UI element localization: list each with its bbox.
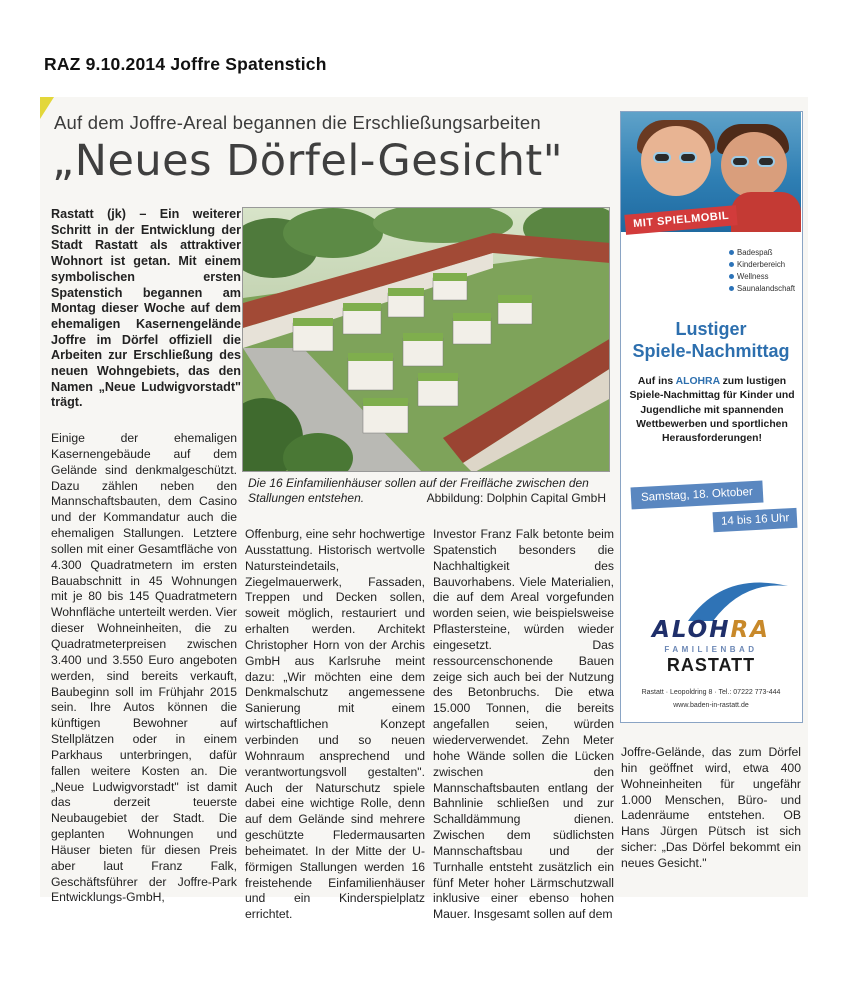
corner-marker	[40, 97, 54, 119]
caption-text: Die 16 Einfamilienhäuser sollen auf der Freifläche zwischen den Stallungen entstehen.	[248, 476, 589, 505]
feature-item: Kinderbereich	[729, 259, 795, 271]
feature-item: Badespaß	[729, 247, 795, 259]
logo-subtitle: FAMILIENBAD	[664, 645, 758, 654]
article-column-3: Investor Franz Falk betonte beim Spatenstich besonders die Nachhaltigkeit des Bauvorhabens. Viele Materialien, die auf dem Areal vorgefunden worden seien, wie beispielsweise Pflastersteine, würden wieder eingesetzt. Das ressourcenschonende Bauen zeige sich auch bei der Nutzung des Betonbruchs. Die etwa 15.000 Tonnen, die bereits angefallen seien, würden wiederverwendet. Zehn Meter hohe Wände sollen die Lücken zwischen den Mannschaftsbauten entlang der Bahnlinie schließen und zur Schalldämmung dienen. Zwischen dem südlichsten Mannschaftsbau und der Turnhalle entsteht zusätzlich ein fünf Meter hoher Lärmschutzwall inklusive einer ebenso hohen Mauer. Insgesamt sollen auf dem	[433, 527, 614, 922]
event-time: 14 bis 16 Uhr	[713, 508, 798, 532]
article-column-1: Einige der ehemaligen Kasernengebäude auf dem Gelände sind denkmalgeschützt. Dazu zählen neben den Mannschaftsbauten, dem Casino und der Kommandatur auch die ehemaligen Stallungen. Letztere sollen mit einer Gesamtfläche von 4.300 Quadratmetern im ersten Bauabschnitt in 45 Wohnungen mit je 80 bis 145 Quadratmetern Wohnfläche unterteilt werden. Vier dieser Wohneinheiten, die zu Quadratmeterpreisen zwischen 3.400 und 3.550 Euro angeboten werden, sind bereits verkauft, Baubeginn soll im Frühjahr 2015 sein. Ihre Autos können die künftigen Bewohner auf Stellplätzen oder in einem Parkhaus unterbringen, dafür fallen weitere Kosten an. Die „Neue Ludwigvorstadt" ist damit das derzeit teuerste Neubaugebiet der Stadt. Die geplanten Wohnungen und Häuser bieten für diesen Preis aber laut Franz Falk, Geschäftsführer der Joffre-Park Entwicklungs-GmbH,	[51, 431, 237, 905]
article-kicker: Auf dem Joffre-Areal begannen die Erschließungsarbeiten	[54, 112, 541, 133]
page-header: RAZ 9.10.2014 Joffre Spatenstich	[44, 54, 327, 74]
feature-item: Saunalandschaft	[729, 283, 795, 295]
event-date: Samstag, 18. Oktober	[631, 481, 764, 510]
ad-title: Lustiger Spiele-Nachmittag	[632, 319, 790, 361]
alohra-logo: ALOHRA	[652, 617, 770, 643]
alohra-advertisement	[620, 111, 803, 723]
article-photo	[242, 207, 610, 472]
article-headline: „Neues Dörfel-Gesicht"	[52, 136, 564, 186]
article-lead: Rastatt (jk) – Ein weiterer Schritt in der Entwicklung der Stadt Rastatt als attraktiver Wohnort ist getan. Mit einem symbolischen ersten Spatenstich begannen am Montag dieser Woche auf dem ehemaligen Kasernengelände Joffre im Dörfel offiziell die Arbeiten zur Erschließung des neuen Wohngebiets, das den Namen „Neue Ludwigvorstadt" trägt.	[51, 207, 241, 410]
feature-list	[729, 247, 795, 295]
ad-address: Rastatt · Leopoldring 8 · Tel.: 07222 773-444	[641, 689, 781, 696]
article-column-4: Joffre-Gelände, das zum Dörfel hin geöffnet wird, etwa 400 Wohneinheiten für ungefähr 1.000 Menschen, Büro- und Ladenräume entstehen. OB Hans Jürgen Pütsch ist sich sicher: „Das Dörfel bekommt ein neues Gesicht."	[621, 745, 801, 870]
aerial-rendering-image	[243, 208, 610, 472]
logo-city: RASTATT	[666, 655, 756, 675]
feature-item: Wellness	[729, 271, 795, 283]
spielmobil-badge: MIT SPIELMOBIL	[624, 205, 738, 235]
article-column-2: Offenburg, eine sehr hochwertige Ausstattung. Historisch wertvolle Natursteindetails, Ziegelmauerwerk, Fassaden, Treppen und Decken sollen, soweit möglich, restauriert und erhalten werden. Architekt Christopher Horn von der Archis GmbH aus Karlsruhe meint dazu: „Wir möchten eine dem Denkmalschutz angemessene Sanierung mit einem wirtschaftlichen Konzept verbinden und so neuen Wohnraum ansprechend und verantwortungsvoll gestalten". Auch der Naturschutz spiele dabei eine wichtige Rolle, denn auf dem Gelände sind mehrere geschützte Fledermausarten beheimatet. In der Mitte der U-förmigen Stallungen werden 16 freistehende Einfamilienhäuser und ein Kinderspielplatz errichtet.	[245, 527, 425, 922]
photo-credit: Abbildung: Dolphin Capital GmbH	[426, 491, 606, 505]
ad-body: Auf ins ALOHRA zum lustigen Spiele-Nachmittag für Kinder und Jugendliche mit spannenden Wettbewerben und sportlichen Herausforderungen!	[629, 376, 795, 445]
photo-caption	[248, 476, 608, 506]
ad-website: www.baden-in-rastatt.de	[673, 702, 749, 709]
